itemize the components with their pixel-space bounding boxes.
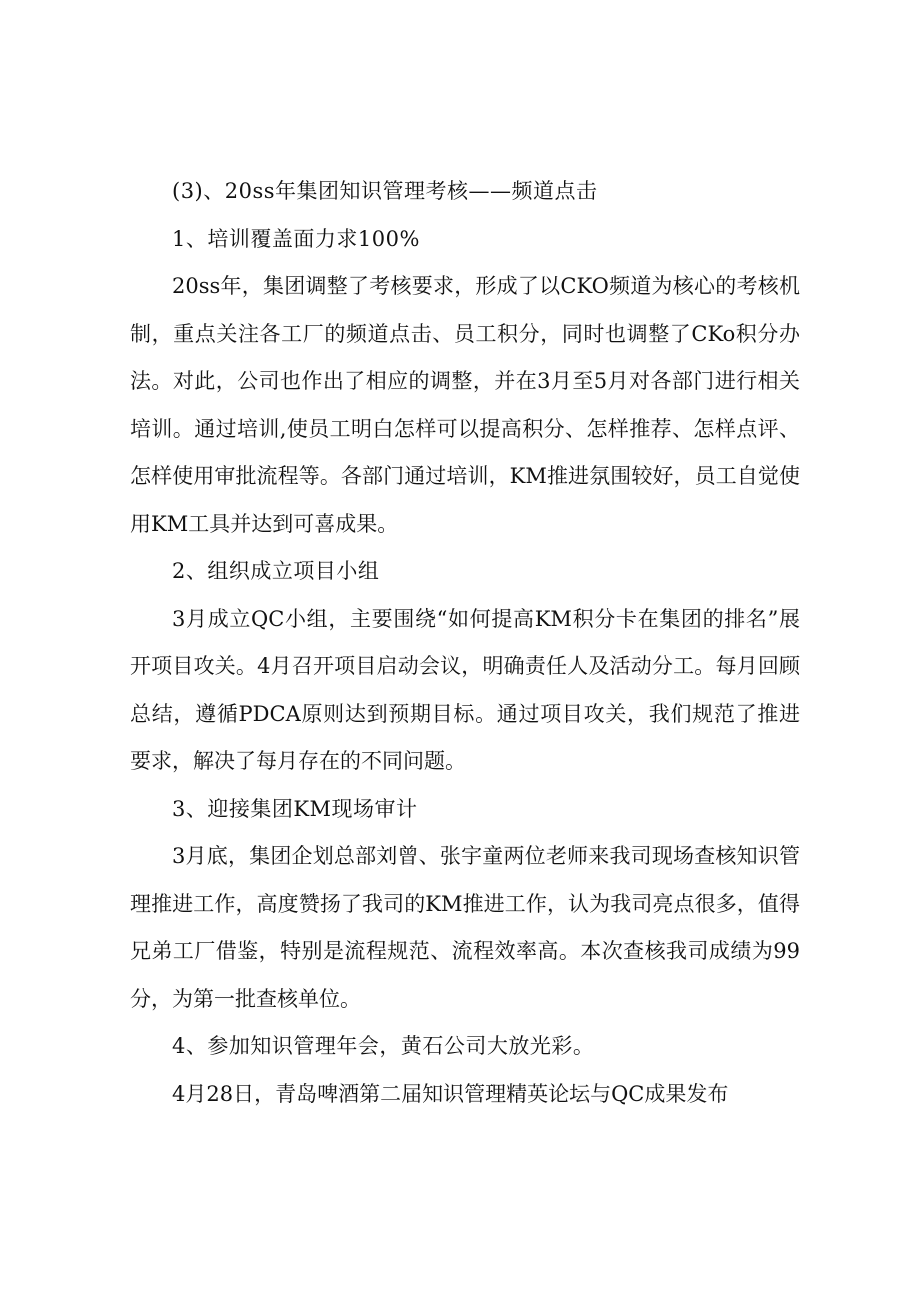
subsection-heading-project-group: 2、组织成立项目小组 xyxy=(172,559,380,583)
paragraph-project-group: 3月成立QC小组，主要围绕“如何提高KM积分卡在集团的排名”展开项目攻关。4月召开项目启动会议，明确责任人及活动分工。每月回顾总结，遵循PDCA原则达到预期目标。通过项目攻关，我们规范了推进要求，解决了每月存在的不同问题。 xyxy=(130,606,800,773)
subsection-heading-annual-meeting: 4、参加知识管理年会，黄石公司大放光彩。 xyxy=(172,1034,595,1058)
paragraph-training: 20ss年，集团调整了考核要求，形成了以CKO频道为核心的考核机制，重点关注各工厂的频道点击、员工积分，同时也调整了CKo积分办法。对此，公司也作出了相应的调整，并在3月至5月对各部门进行相关培训。通过培训,使员工明白怎样可以提高积分、怎样推荐、怎样点评、怎样使用审批流程等。各部门通过培训，KM推进氛围较好，员工自觉使用KM工具并达到可喜成果。 xyxy=(130,274,800,536)
section-heading: (3)、20ss年集团知识管理考核——频道点击 xyxy=(172,179,598,203)
paragraph-audit: 3月底，集团企划总部刘曾、张宇童两位老师来我司现场查核知识管理推进工作，高度赞扬了我司的KM推进工作，认为我司亮点很多，值得兄弟工厂借鉴，特别是流程规范、流程效率高。本次查核我司成绩为99分，为第一批查核单位。 xyxy=(130,844,800,1011)
paragraph-annual-meeting: 4月28日，青岛啤酒第二届知识管理精英论坛与QC成果发布 xyxy=(172,1081,729,1106)
document-body xyxy=(130,168,800,1118)
subsection-heading-audit: 3、迎接集团KM现场审计 xyxy=(172,796,418,821)
subsection-heading-training: 1、培训覆盖面力求100% xyxy=(172,226,420,251)
